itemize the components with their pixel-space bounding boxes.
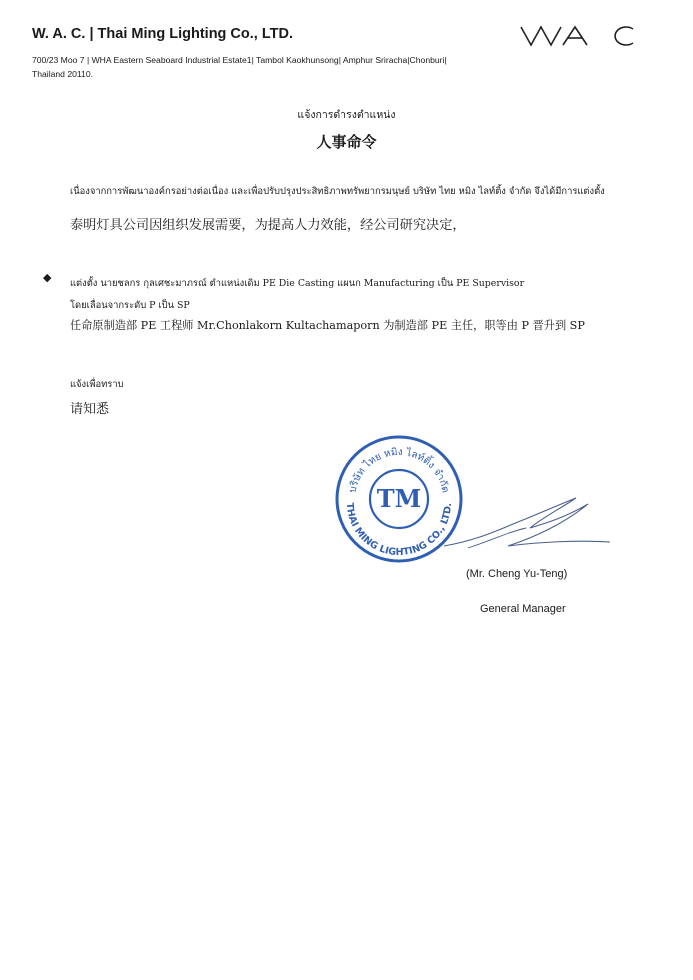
intro-paragraph-chinese: 泰明灯具公司因组织发展需要，为提高人力效能，经公司研究决定， <box>70 218 466 233</box>
diamond-bullet-icon: ◆ <box>43 271 52 284</box>
handwritten-signature <box>438 488 613 558</box>
stamp-top-text: บริษัท ไทย หมิง ไลท์ติ้ง จำกัด <box>347 446 451 494</box>
address-line-1: 700/23 Moo 7 | WHA Eastern Seaboard Industrial Estate1| Tambol Kaokhunsong| Amphur Sriracha|Chonburi| <box>32 55 447 65</box>
document-title-chinese: 人事命令 <box>316 133 377 151</box>
appointment-chinese: 任命原制造部 PE 工程师 Mr.Chonlakorn Kultachamaporn 为制造部 PE 主任，职等由 P 晋升到 SP <box>70 319 585 332</box>
company-name: W. A. C. | Thai Ming Lighting Co., LTD. <box>32 26 293 42</box>
stamp-bottom-text: THAI MING LIGHTING CO., LTD. <box>343 502 455 559</box>
address-line-2: Thailand 20110. <box>32 69 93 79</box>
notice-chinese: 请知悉 <box>70 402 110 417</box>
stamp-initials: TM <box>376 484 422 513</box>
notice-thai: แจ้งเพื่อทราบ <box>70 379 124 390</box>
appointment-thai-line-2: โดยเลื่อนจากระดับ P เป็น SP <box>70 300 190 311</box>
document-title-thai: แจ้งการดำรงตำแหน่ง <box>297 109 396 121</box>
appointment-thai-line-1: แต่งตั้ง นายชลกร กุลเศชะมาภรณ์ ตำแหน่งเดิม PE Die Casting แผนก Manufacturing เป็น PE Supervisor <box>70 278 525 289</box>
wac-logo <box>519 24 637 48</box>
signatory-name: (Mr. Cheng Yu-Teng) <box>466 568 568 580</box>
intro-paragraph-thai: เนื่องจากการพัฒนาองค์กรอย่างต่อเนื่อง และเพื่อปรับปรุงประสิทธิภาพทรัพยากรมนุษย์ บริษัท ไทย หมิง ไลท์ติ้ง จำกัด จึงได้มีการแต่งตั้ง <box>70 186 605 197</box>
company-address <box>32 53 552 81</box>
signatory-title: General Manager <box>480 603 566 615</box>
